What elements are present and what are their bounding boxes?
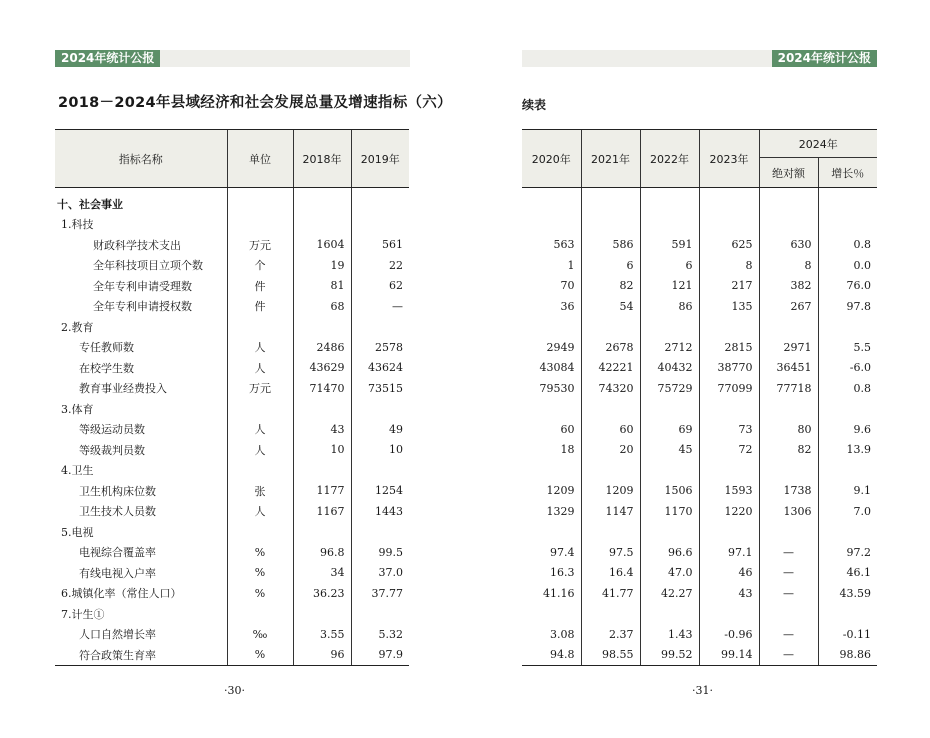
table-row bbox=[55, 624, 409, 645]
cell-value: 1170 bbox=[640, 501, 699, 522]
cell-value: 2815 bbox=[699, 337, 759, 358]
cell-value: 42.27 bbox=[640, 583, 699, 604]
cell-value bbox=[351, 522, 409, 543]
table-row bbox=[55, 188, 409, 215]
cell-value: 1593 bbox=[699, 481, 759, 502]
cell-value bbox=[522, 399, 581, 420]
table-row bbox=[55, 440, 409, 461]
page-title: 2018－2024年县域经济和社会发展总量及增速指标（六） bbox=[58, 95, 452, 111]
row-name: 等级裁判员数 bbox=[79, 443, 145, 457]
row-unit: 件 bbox=[227, 296, 293, 317]
cell-value bbox=[351, 317, 409, 338]
cell-value: 591 bbox=[640, 235, 699, 256]
table-row bbox=[55, 604, 409, 625]
table-row bbox=[55, 501, 409, 522]
row-name: 3.体育 bbox=[61, 402, 94, 416]
cell-value: 1.43 bbox=[640, 624, 699, 645]
cell-value: 13.9 bbox=[818, 440, 877, 461]
col-header-2023: 2023年 bbox=[699, 130, 759, 188]
cell-value bbox=[818, 214, 877, 235]
cell-value: 60 bbox=[581, 419, 640, 440]
cell-value: 1 bbox=[567, 258, 575, 272]
row-unit: ‰ bbox=[227, 624, 293, 645]
cell-value bbox=[699, 399, 759, 420]
cell-value: 46 bbox=[699, 563, 759, 584]
cell-value bbox=[522, 317, 581, 338]
cell-value: 77099 bbox=[699, 378, 759, 399]
cell-value: 86 bbox=[640, 296, 699, 317]
cell-value: — bbox=[351, 296, 409, 317]
cell-value: 43 bbox=[293, 419, 351, 440]
cell-value: 97.1 bbox=[699, 542, 759, 563]
row-unit: 人 bbox=[227, 419, 293, 440]
cell-value: 3.08 bbox=[550, 627, 575, 641]
col-header-2022: 2022年 bbox=[640, 130, 699, 188]
cell-value: 97.4 bbox=[550, 545, 575, 559]
cell-value: 9.1 bbox=[818, 481, 877, 502]
cell-value bbox=[351, 460, 409, 481]
cell-value bbox=[699, 188, 759, 215]
cell-value: 82 bbox=[581, 276, 640, 297]
cell-value: 630 bbox=[759, 235, 818, 256]
cell-value bbox=[522, 522, 581, 543]
cell-value: 97.5 bbox=[581, 542, 640, 563]
cell-value: 99.52 bbox=[640, 645, 699, 666]
row-unit: % bbox=[227, 583, 293, 604]
cell-value: 37.77 bbox=[351, 583, 409, 604]
cell-value bbox=[581, 460, 640, 481]
cell-value: 43084 bbox=[539, 361, 575, 375]
row-name: 教育事业经费投入 bbox=[79, 382, 167, 396]
cell-value: 2712 bbox=[640, 337, 699, 358]
cell-value: 19 bbox=[293, 255, 351, 276]
cell-value: 0.8 bbox=[818, 235, 877, 256]
table-row bbox=[522, 460, 877, 481]
table-row bbox=[522, 481, 877, 502]
table-row bbox=[55, 337, 409, 358]
cell-value: 135 bbox=[699, 296, 759, 317]
cell-value: 2949 bbox=[546, 340, 575, 354]
table-row bbox=[522, 645, 877, 666]
cell-value bbox=[522, 188, 581, 215]
row-name: 全年专利申请受理数 bbox=[93, 279, 192, 293]
cell-value: 80 bbox=[759, 419, 818, 440]
cell-value: 217 bbox=[699, 276, 759, 297]
table-row bbox=[55, 583, 409, 604]
row-unit: % bbox=[227, 542, 293, 563]
table-row bbox=[522, 378, 877, 399]
row-name: 4.卫生 bbox=[61, 464, 94, 478]
cell-value: -6.0 bbox=[818, 358, 877, 379]
left-table bbox=[55, 129, 409, 666]
cell-value: 36451 bbox=[759, 358, 818, 379]
row-name: 1.科技 bbox=[61, 218, 94, 232]
cell-value: 70 bbox=[560, 279, 575, 293]
row-name: 在校学生数 bbox=[79, 361, 134, 375]
cell-value bbox=[351, 188, 409, 215]
cell-value: 0.0 bbox=[818, 255, 877, 276]
col-header-2020: 2020年 bbox=[522, 130, 581, 188]
cell-value: 98.55 bbox=[581, 645, 640, 666]
cell-value: 72 bbox=[699, 440, 759, 461]
cell-value: 267 bbox=[759, 296, 818, 317]
row-unit bbox=[227, 188, 293, 215]
table-row bbox=[55, 378, 409, 399]
cell-value: 121 bbox=[640, 276, 699, 297]
col-header-2018: 2018年 bbox=[293, 130, 351, 188]
cell-value: 3.55 bbox=[293, 624, 351, 645]
table-row bbox=[55, 317, 409, 338]
row-unit: 人 bbox=[227, 337, 293, 358]
cell-value: 82 bbox=[759, 440, 818, 461]
cell-value bbox=[759, 317, 818, 338]
right-header-tag: 2024年统计公报 bbox=[772, 50, 877, 67]
cell-value bbox=[818, 399, 877, 420]
cell-value bbox=[759, 399, 818, 420]
table-row bbox=[55, 419, 409, 440]
row-unit bbox=[227, 460, 293, 481]
cell-value: 586 bbox=[581, 235, 640, 256]
cell-value: 75729 bbox=[640, 378, 699, 399]
cell-value bbox=[293, 399, 351, 420]
row-name: 全年专利申请授权数 bbox=[93, 300, 192, 314]
cell-value bbox=[293, 460, 351, 481]
cell-value: 8 bbox=[759, 255, 818, 276]
cell-value: 10 bbox=[351, 440, 409, 461]
cell-value bbox=[759, 214, 818, 235]
cell-value: 74320 bbox=[581, 378, 640, 399]
cell-value: 62 bbox=[351, 276, 409, 297]
row-name: 等级运动员数 bbox=[79, 423, 145, 437]
table-row bbox=[55, 235, 409, 256]
cell-value bbox=[640, 399, 699, 420]
row-name: 电视综合覆盖率 bbox=[79, 546, 156, 560]
table-row bbox=[55, 522, 409, 543]
row-unit: 人 bbox=[227, 440, 293, 461]
table-row bbox=[522, 188, 877, 215]
cell-value bbox=[293, 604, 351, 625]
cell-value: — bbox=[759, 542, 818, 563]
cell-value: 38770 bbox=[699, 358, 759, 379]
cell-value: 98.86 bbox=[818, 645, 877, 666]
table-row bbox=[522, 440, 877, 461]
cell-value: 9.6 bbox=[818, 419, 877, 440]
row-unit bbox=[227, 604, 293, 625]
row-unit: 人 bbox=[227, 358, 293, 379]
table-row bbox=[522, 276, 877, 297]
cell-value bbox=[293, 214, 351, 235]
cell-value: 2678 bbox=[581, 337, 640, 358]
cell-value: 18 bbox=[560, 443, 575, 457]
right-table bbox=[522, 129, 877, 666]
table-row bbox=[522, 317, 877, 338]
cell-value: 1506 bbox=[640, 481, 699, 502]
cell-value: 2486 bbox=[293, 337, 351, 358]
cell-value: 73515 bbox=[351, 378, 409, 399]
table-row bbox=[55, 460, 409, 481]
cell-value bbox=[640, 460, 699, 481]
row-name: 人口自然增长率 bbox=[79, 628, 156, 642]
cell-value: 97.9 bbox=[351, 645, 409, 666]
cell-value bbox=[759, 188, 818, 215]
cell-value bbox=[699, 214, 759, 235]
cell-value: 10 bbox=[293, 440, 351, 461]
cell-value: 5.32 bbox=[351, 624, 409, 645]
row-name: 卫生机构床位数 bbox=[79, 484, 156, 498]
cell-value: — bbox=[759, 645, 818, 666]
cell-value: 8 bbox=[699, 255, 759, 276]
row-unit: 件 bbox=[227, 276, 293, 297]
page-number-left: ·30· bbox=[224, 684, 245, 697]
cell-value bbox=[522, 604, 581, 625]
cell-value: 1329 bbox=[546, 504, 575, 518]
cell-value: 46.1 bbox=[818, 563, 877, 584]
table-row bbox=[522, 419, 877, 440]
cell-value: 97.2 bbox=[818, 542, 877, 563]
cell-value: 1220 bbox=[699, 501, 759, 522]
cell-value bbox=[351, 399, 409, 420]
cell-value: 43629 bbox=[293, 358, 351, 379]
table-row bbox=[522, 296, 877, 317]
table-row bbox=[522, 337, 877, 358]
cell-value bbox=[818, 522, 877, 543]
cell-value bbox=[818, 604, 877, 625]
cell-value: 81 bbox=[293, 276, 351, 297]
col-header-absolute: 绝对额 bbox=[759, 158, 818, 188]
cell-value: 1306 bbox=[759, 501, 818, 522]
cell-value bbox=[699, 604, 759, 625]
table-row bbox=[522, 501, 877, 522]
row-unit: 万元 bbox=[227, 235, 293, 256]
cell-value: 71470 bbox=[293, 378, 351, 399]
row-unit: 张 bbox=[227, 481, 293, 502]
cell-value: 382 bbox=[759, 276, 818, 297]
col-header-2019: 2019年 bbox=[351, 130, 409, 188]
cell-value bbox=[640, 214, 699, 235]
table-row bbox=[55, 276, 409, 297]
table-row bbox=[522, 255, 877, 276]
continued-label: 续表 bbox=[522, 98, 547, 112]
cell-value: 54 bbox=[581, 296, 640, 317]
table-row bbox=[55, 296, 409, 317]
row-unit bbox=[227, 522, 293, 543]
cell-value bbox=[581, 317, 640, 338]
table-row bbox=[55, 399, 409, 420]
cell-value: 97.8 bbox=[818, 296, 877, 317]
cell-value bbox=[581, 399, 640, 420]
cell-value: 2578 bbox=[351, 337, 409, 358]
cell-value: 1254 bbox=[351, 481, 409, 502]
col-header-2024: 2024年 bbox=[759, 130, 877, 158]
cell-value: 16.3 bbox=[550, 566, 575, 580]
row-unit: 个 bbox=[227, 255, 293, 276]
cell-value: -0.11 bbox=[818, 624, 877, 645]
cell-value: 2971 bbox=[759, 337, 818, 358]
cell-value bbox=[522, 214, 581, 235]
cell-value bbox=[293, 522, 351, 543]
cell-value: — bbox=[759, 563, 818, 584]
cell-value bbox=[759, 604, 818, 625]
cell-value: 1209 bbox=[546, 484, 575, 498]
cell-value: -0.96 bbox=[699, 624, 759, 645]
cell-value: 41.77 bbox=[581, 583, 640, 604]
cell-value: 69 bbox=[640, 419, 699, 440]
table-row bbox=[55, 214, 409, 235]
row-name: 2.教育 bbox=[61, 320, 94, 334]
cell-value: — bbox=[759, 583, 818, 604]
cell-value: 49 bbox=[351, 419, 409, 440]
cell-value bbox=[293, 188, 351, 215]
row-name: 财政科学技术支出 bbox=[93, 238, 181, 252]
cell-value: 99.14 bbox=[699, 645, 759, 666]
table-row bbox=[55, 542, 409, 563]
cell-value: 76.0 bbox=[818, 276, 877, 297]
cell-value: 6 bbox=[640, 255, 699, 276]
cell-value: 1147 bbox=[581, 501, 640, 522]
cell-value: 6 bbox=[581, 255, 640, 276]
cell-value bbox=[699, 460, 759, 481]
cell-value bbox=[640, 317, 699, 338]
cell-value: 36 bbox=[560, 299, 575, 313]
cell-value bbox=[699, 522, 759, 543]
table-row bbox=[522, 235, 877, 256]
cell-value: 7.0 bbox=[818, 501, 877, 522]
cell-value bbox=[640, 522, 699, 543]
cell-value bbox=[581, 522, 640, 543]
table-row bbox=[522, 399, 877, 420]
cell-value bbox=[522, 460, 581, 481]
cell-value: 43624 bbox=[351, 358, 409, 379]
cell-value: 1209 bbox=[581, 481, 640, 502]
cell-value: 16.4 bbox=[581, 563, 640, 584]
row-name: 符合政策生育率 bbox=[55, 645, 227, 666]
cell-value bbox=[640, 188, 699, 215]
cell-value: 68 bbox=[293, 296, 351, 317]
cell-value bbox=[699, 317, 759, 338]
col-header-growth: 增长％ bbox=[818, 158, 877, 188]
row-name: 6.城镇化率（常住人口） bbox=[61, 587, 182, 601]
cell-value: 563 bbox=[553, 238, 575, 252]
row-name: 5.电视 bbox=[61, 525, 94, 539]
col-header-name: 指标名称 bbox=[55, 130, 227, 188]
cell-value: — bbox=[759, 624, 818, 645]
row-unit: 人 bbox=[227, 501, 293, 522]
table-row bbox=[522, 604, 877, 625]
cell-value: 37.0 bbox=[351, 563, 409, 584]
col-header-unit: 单位 bbox=[227, 130, 293, 188]
table-row bbox=[55, 645, 409, 666]
cell-value: 42221 bbox=[581, 358, 640, 379]
row-unit bbox=[227, 317, 293, 338]
cell-value: 77718 bbox=[759, 378, 818, 399]
cell-value bbox=[640, 604, 699, 625]
cell-value bbox=[818, 460, 877, 481]
row-name: 全年科技项目立项个数 bbox=[93, 259, 203, 273]
row-name: 7.计生① bbox=[61, 607, 105, 621]
cell-value bbox=[759, 460, 818, 481]
cell-value: 0.8 bbox=[818, 378, 877, 399]
row-unit bbox=[227, 214, 293, 235]
table-row bbox=[522, 583, 877, 604]
cell-value: 1177 bbox=[293, 481, 351, 502]
cell-value: 561 bbox=[351, 235, 409, 256]
cell-value: 94.8 bbox=[522, 645, 581, 666]
table-row bbox=[522, 214, 877, 235]
cell-value: 73 bbox=[699, 419, 759, 440]
cell-value bbox=[293, 317, 351, 338]
row-unit: 万元 bbox=[227, 378, 293, 399]
table-row bbox=[55, 563, 409, 584]
row-name: 有线电视入户率 bbox=[79, 566, 156, 580]
cell-value: 625 bbox=[699, 235, 759, 256]
cell-value: 36.23 bbox=[293, 583, 351, 604]
page-number-right: ·31· bbox=[692, 684, 713, 697]
cell-value: 1443 bbox=[351, 501, 409, 522]
table-row bbox=[522, 624, 877, 645]
cell-value bbox=[818, 188, 877, 215]
cell-value: 79530 bbox=[539, 381, 575, 395]
cell-value bbox=[818, 317, 877, 338]
row-unit bbox=[227, 399, 293, 420]
left-header-tag: 2024年统计公报 bbox=[55, 50, 160, 67]
cell-value: 99.5 bbox=[351, 542, 409, 563]
table-row bbox=[522, 358, 877, 379]
cell-value: 41.16 bbox=[543, 586, 575, 600]
cell-value: 2.37 bbox=[581, 624, 640, 645]
row-name: 卫生技术人员数 bbox=[79, 505, 156, 519]
cell-value: 5.5 bbox=[818, 337, 877, 358]
cell-value: 34 bbox=[293, 563, 351, 584]
cell-value bbox=[759, 522, 818, 543]
table-row bbox=[55, 481, 409, 502]
cell-value: 47.0 bbox=[640, 563, 699, 584]
cell-value: 60 bbox=[560, 422, 575, 436]
row-name: 十、社会事业 bbox=[57, 198, 123, 211]
cell-value bbox=[581, 214, 640, 235]
cell-value: 43.59 bbox=[818, 583, 877, 604]
cell-value bbox=[351, 604, 409, 625]
cell-value: 96.8 bbox=[293, 542, 351, 563]
cell-value: 96 bbox=[293, 645, 351, 666]
cell-value: 43 bbox=[699, 583, 759, 604]
table-row bbox=[522, 542, 877, 563]
cell-value bbox=[351, 214, 409, 235]
cell-value bbox=[581, 604, 640, 625]
row-unit: % bbox=[227, 645, 293, 666]
col-header-2021: 2021年 bbox=[581, 130, 640, 188]
cell-value: 96.6 bbox=[640, 542, 699, 563]
table-row bbox=[522, 563, 877, 584]
cell-value: 1167 bbox=[293, 501, 351, 522]
cell-value: 1738 bbox=[759, 481, 818, 502]
table-row bbox=[55, 358, 409, 379]
row-unit: % bbox=[227, 563, 293, 584]
table-row bbox=[522, 522, 877, 543]
cell-value: 40432 bbox=[640, 358, 699, 379]
cell-value: 20 bbox=[581, 440, 640, 461]
cell-value: 1604 bbox=[293, 235, 351, 256]
table-row bbox=[55, 255, 409, 276]
cell-value: 45 bbox=[640, 440, 699, 461]
cell-value bbox=[581, 188, 640, 215]
row-name: 专任教师数 bbox=[79, 341, 134, 355]
cell-value: 22 bbox=[351, 255, 409, 276]
